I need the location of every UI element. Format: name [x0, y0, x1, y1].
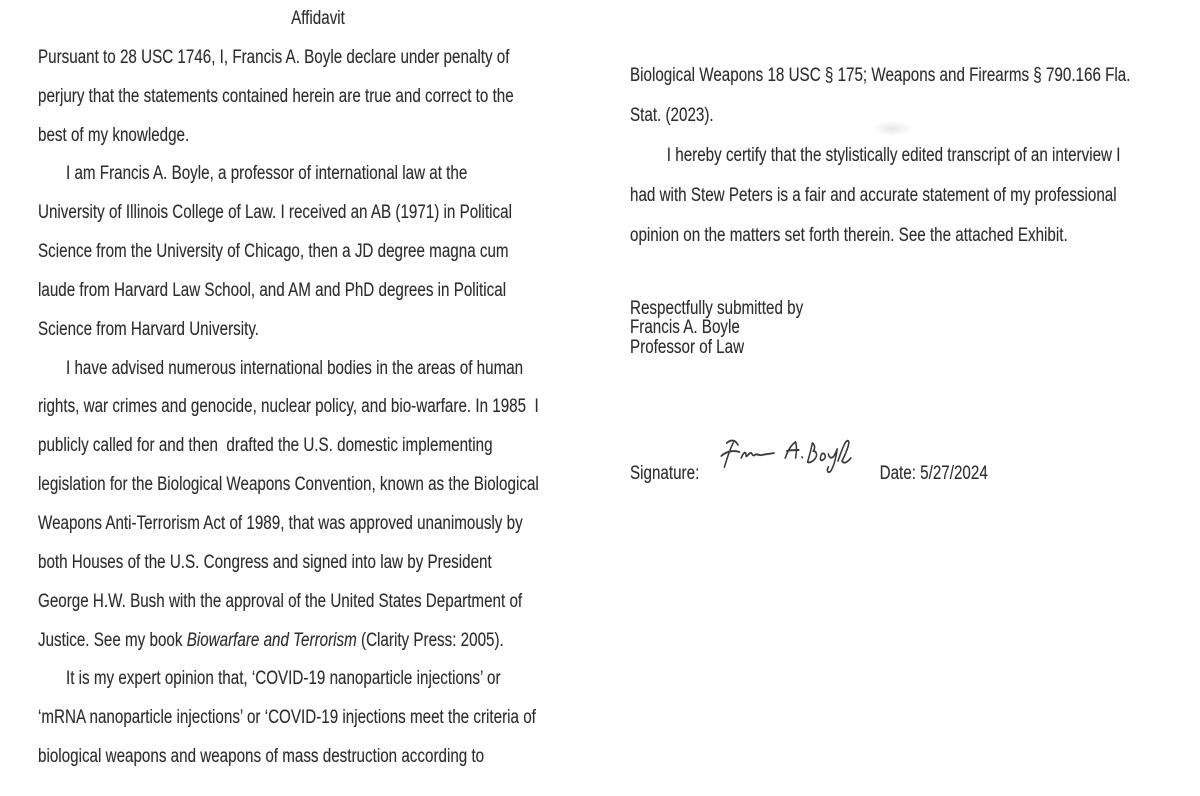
closing-block [630, 299, 803, 357]
date-row [880, 464, 988, 483]
closing-line: Respectfully submitted by [630, 298, 804, 319]
body-line: had with Stew Peters is a fair and accurate statement of my professional [630, 185, 1117, 206]
closing-line-title: Professor of Law [630, 336, 745, 358]
signature-script [720, 436, 858, 480]
body-line: laude from Harvard Law School, and AM and PhD degrees in Political [38, 279, 507, 301]
date-label: Date: [879, 463, 916, 484]
body-line: Science from the University of Chicago, then a JD degree magna cum [38, 241, 509, 263]
book-title-italic: Biowarfare and Terrorism [186, 629, 357, 651]
document-title: Affidavit [291, 8, 345, 29]
body-line: I have advised numerous international bodies in the areas of human [66, 357, 524, 379]
body-line: Stat. (2023). [630, 105, 714, 126]
body-line: I am Francis A. Boyle, a professor of international law at the [66, 163, 468, 185]
body-line: It is my expert opinion that, ‘COVID-19 nanoparticle injections’ or [66, 668, 501, 690]
body-line: perjury that the statements contained herein are true and correct to the [38, 85, 514, 107]
body-line: opinion on the matters set forth therein. See the attached Exhibit. [630, 225, 1068, 246]
body-line: legislation for the Biological Weapons Convention, known as the Biological [38, 474, 539, 496]
body-line: University of Illinois College of Law. I received an AB (1971) in Political [38, 202, 512, 224]
body-line: Science from Harvard University. [38, 318, 260, 340]
body-line: George H.W. Bush with the approval of the United States Department of [38, 590, 523, 612]
body-line: Pursuant to 28 USC 1746, I, Francis A. Boyle declare under penalty of [38, 46, 510, 68]
body-line: both Houses of the U.S. Congress and signed into law by President [38, 551, 492, 573]
page-2-paragraphs [630, 56, 1130, 256]
page-1 [38, 0, 598, 777]
body-line: biological weapons and weapons of mass destruction according to [38, 746, 485, 768]
body-line: ‘mRNA nanoparticle injections’ or ‘COVID-19 injections meet the criteria of [38, 707, 536, 729]
body-line: best of my knowledge. [38, 124, 190, 146]
book-line-prefix: Justice. See my book [38, 629, 187, 651]
closing-line-name: Francis A. Boyle [630, 317, 740, 339]
signature-label: Signature: [630, 463, 700, 484]
body-line-book-reference [38, 622, 598, 661]
page-2 [630, 0, 1200, 796]
body-line: Biological Weapons 18 USC § 175; Weapons and Firearms § 790.166 Fla. [630, 65, 1131, 86]
body-line: rights, war crimes and genocide, nuclear policy, and bio-warfare. In 1985 I [38, 396, 539, 418]
body-line: I hereby certify that the stylistically edited transcript of an interview I [666, 145, 1121, 166]
date-value: 5/27/2024 [920, 463, 988, 484]
body-line: Weapons Anti-Terrorism Act of 1989, that was approved unanimously by [38, 512, 523, 534]
body-line: publicly called for and then drafted the U.S. domestic implementing [38, 435, 493, 457]
book-line-suffix: (Clarity Press: 2005). [356, 629, 504, 651]
